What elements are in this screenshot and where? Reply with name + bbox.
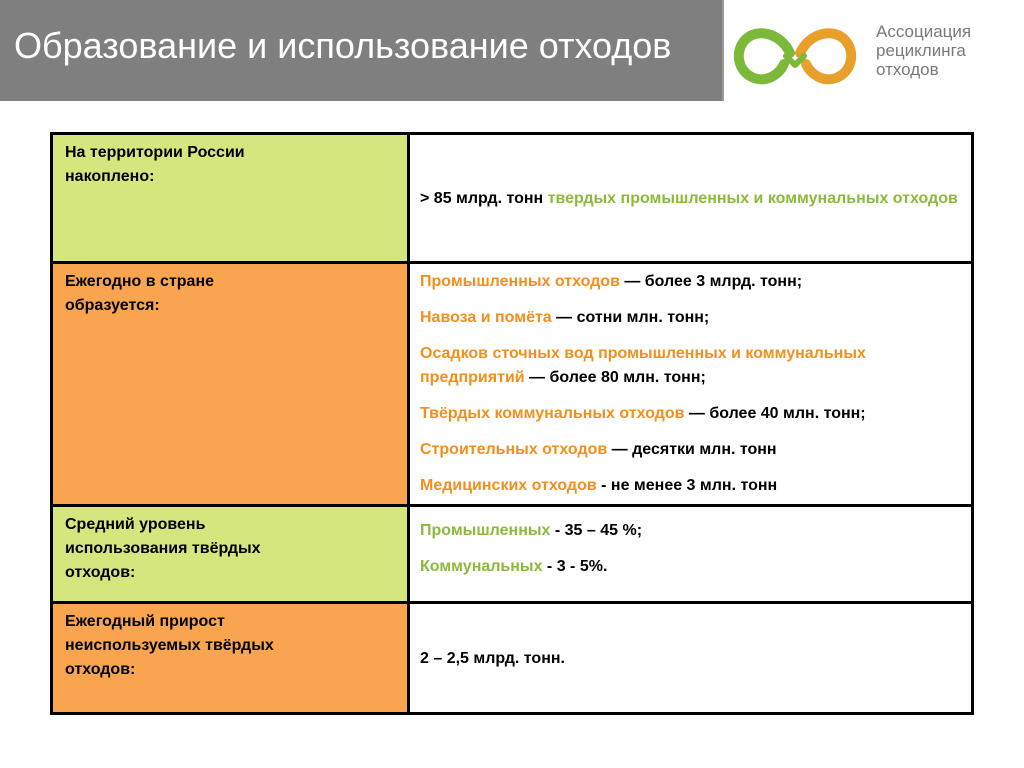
item-text: — более 40 млн. тонн;: [684, 405, 866, 422]
list-item: [420, 474, 961, 498]
item-text: - 35 – 45 %;: [550, 522, 643, 539]
label-accumulated: [52, 134, 409, 263]
infinity-logo-icon: [728, 18, 862, 88]
label-line: отходов:: [65, 564, 136, 581]
label-line: Средний уровень: [65, 516, 206, 533]
item-text: — десятки млн. тонн: [607, 441, 777, 458]
label-line: Ежегодный прирост: [65, 613, 225, 630]
value-accumulated: [409, 134, 973, 263]
logo-line-3: отходов: [876, 60, 939, 79]
value-highlight: твердых промышленных и коммунальных отходов: [547, 190, 958, 207]
label-line: накоплено:: [65, 168, 155, 185]
logo-line-2: рециклинга: [876, 41, 966, 60]
label-line: образуется:: [65, 297, 160, 314]
item-highlight: Навоза и помёта: [420, 309, 552, 326]
item-text: — более 80 млн. тонн;: [524, 369, 706, 386]
list-item: [420, 555, 961, 579]
item-text: — более 3 млрд. тонн;: [619, 273, 803, 290]
value-prefix: > 85 млрд. тонн: [420, 190, 548, 207]
label-line: отходов:: [65, 661, 136, 678]
label-line: неиспользуемых твёрдых: [65, 637, 274, 654]
table-row-annual-generation: [52, 263, 973, 506]
list-item: [420, 270, 961, 294]
header-bar: [0, 0, 724, 101]
label-line: На территории России: [65, 144, 245, 161]
waste-table: [50, 132, 974, 715]
table-row-annual-growth: [52, 603, 973, 714]
label-annual-generation: [52, 263, 409, 506]
list-item: [420, 402, 961, 426]
list-item: [420, 519, 961, 543]
list-item: [420, 438, 961, 462]
list-item: [420, 342, 961, 390]
table-row-accumulated: [52, 134, 973, 263]
item-highlight: Строительных отходов: [420, 441, 608, 458]
value-annual-growth: [409, 603, 973, 714]
item-highlight: Твёрдых коммунальных отходов: [420, 405, 685, 422]
label-usage-level: [52, 506, 409, 603]
value-usage-level: [409, 506, 973, 603]
label-line: использования твёрдых: [65, 540, 261, 557]
list-item: [420, 306, 961, 330]
value-text: 2 – 2,5 млрд. тонн.: [420, 650, 565, 667]
logo-text: [876, 22, 971, 79]
item-highlight: Медицинских отходов: [420, 477, 597, 494]
item-text: - 3 - 5%.: [542, 558, 608, 575]
item-text: — сотни млн. тонн;: [551, 309, 710, 326]
item-highlight: Осадков сточных вод промышленных и коммунальных предприятий: [420, 345, 866, 386]
page-title: Образование и использование отходов: [14, 25, 672, 66]
logo-line-1: Ассоциация: [876, 22, 972, 41]
item-highlight: Коммунальных: [420, 558, 543, 575]
table-row-usage-level: [52, 506, 973, 603]
value-annual-generation: [409, 263, 973, 506]
label-line: Ежегодно в стране: [65, 273, 215, 290]
item-highlight: Промышленных отходов: [420, 273, 620, 290]
logo: [728, 16, 1018, 92]
label-annual-growth: [52, 603, 409, 714]
item-highlight: Промышленных: [420, 522, 551, 539]
item-text: - не менее 3 млн. тонн: [596, 477, 778, 494]
